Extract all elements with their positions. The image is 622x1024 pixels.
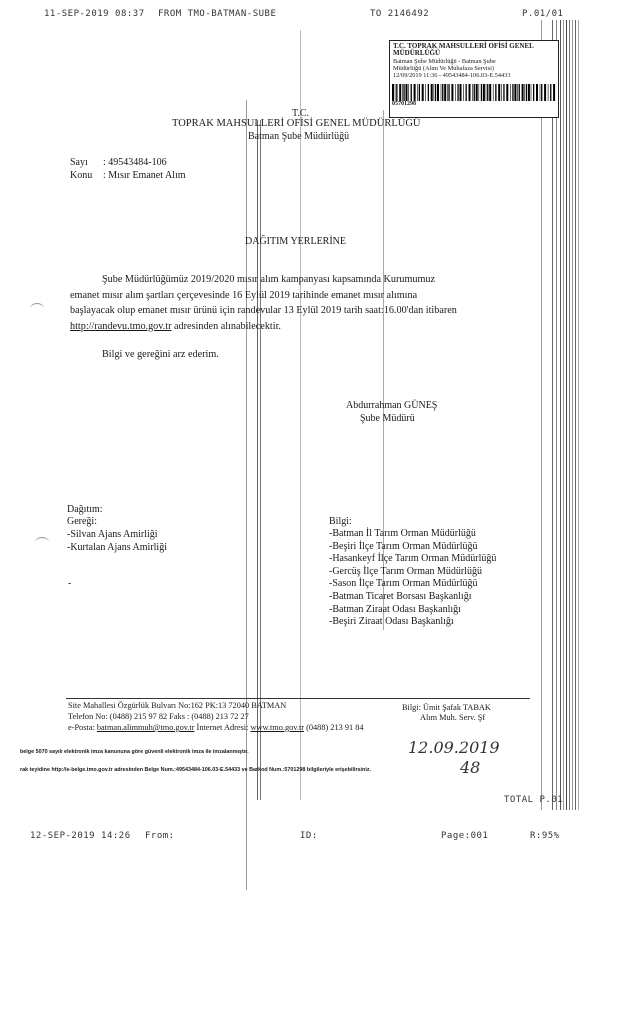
footer-address: Site Mahallesi Özgürlük Bulvarı No:162 PK:13 72040 BATMAN (68, 701, 287, 710)
closing-text: Bilgi ve gereğini arz ederim. (102, 349, 219, 360)
stamp-line: Müdürlüğü (Alım Ve Muhafaza Servisi) (393, 64, 494, 72)
fax-datetime: 11-SEP-2019 08:37 (44, 9, 145, 19)
dagitim-label: Dağıtım: (67, 504, 103, 515)
randevu-link[interactable]: http://randevu.tmo.gov.tr (70, 320, 172, 332)
stamp-line: T.C. TOPRAK MAHSULLERİ OFİSİ GENEL (393, 42, 534, 50)
letterhead-branch: Batman Şube Müdürlüğü (248, 131, 350, 142)
scan-line (556, 20, 557, 810)
stamp-line: Batman Şube Müdürlüğü - Batman Şube (393, 57, 496, 65)
body-line: adresinden alınabilecektir. (171, 320, 281, 332)
list-item: -Sason İlçe Tarım Orman Müdürlüğü (329, 578, 478, 590)
email-label: e-Posta: (68, 723, 97, 732)
list-item: -Gercüş İlçe Tarım Orman Müdürlüğü (329, 565, 482, 577)
punch-hole-mark (30, 303, 44, 314)
list-item: -Beşiri İlçe Tarım Orman Müdürlüğü (329, 540, 478, 552)
scan-line (572, 20, 573, 810)
body-line: Şube Müdürlüğümüz 2019/2020 mısır alım kampanyası kapsamında Kurumumuz (102, 274, 436, 285)
footer-contact (68, 723, 364, 732)
konu-label: Konu (70, 170, 93, 181)
scan-line (300, 30, 301, 800)
signer-title: Şube Müdürü (360, 413, 415, 424)
scan-line (552, 20, 553, 810)
scan-line (566, 20, 567, 810)
fax-received-datetime: 12-SEP-2019 14:26 (30, 831, 131, 841)
sayi-label: Sayı (70, 157, 88, 168)
handwritten-number: 48 (460, 758, 481, 777)
scan-line (569, 20, 570, 810)
geregi-list (67, 528, 167, 554)
fax-received-page: Page:001 (441, 831, 489, 841)
sayi-value: : 49543484-106 (103, 157, 167, 168)
scan-line (578, 20, 579, 810)
distribution-heading: DAĞITIM YERLERİNE (245, 236, 347, 247)
verify-note: rak teyidine http://e-belge.tmo.gov.tr adresinden Belge Num.:49543484-106.03-E.54433 ve Barkod Num.:5701298 bilgileriyle erişebilirsiniz. (20, 767, 372, 773)
fax-received-id: ID: (300, 831, 318, 841)
letterhead-org: TOPRAK MAHSULLERİ OFİSİ GENEL MÜDÜRLÜĞÜ (172, 118, 421, 129)
list-item: -Hasankeyf İlçe Tarım Orman Müdürlüğü (329, 553, 497, 565)
bilgi-label: Bilgi: (329, 516, 352, 527)
footer-divider (66, 698, 530, 699)
fax-received-ratio: R:95% (530, 831, 560, 841)
fax-total: TOTAL P.01 (504, 795, 564, 805)
handwritten-date: 12.09.2019 (408, 738, 500, 757)
internet-label: İnternet Adresi: (194, 723, 251, 732)
scan-line (560, 20, 561, 810)
scan-line (575, 20, 576, 810)
stamp-line: 12/09/2019 11:36 - 49543484-106.03-E.54433 (393, 72, 511, 80)
internet-link[interactable]: www.tmo.gov.tr (250, 723, 305, 732)
list-item: -Batman Ticaret Borsası Başkanlığı (329, 590, 472, 602)
bilgi-list (329, 528, 496, 629)
list-item: -Beşiri Ziraat Odası Başkanlığı (329, 616, 454, 628)
signer-name: Abdurrahman GÜNEŞ (346, 400, 438, 411)
esign-note: belge 5070 sayılı elektronik imza kanununa göre güvenli elektronik imza ile imzalanmıştır. (20, 749, 249, 755)
fax-from: FROM TMO-BATMAN-SUBE (158, 9, 277, 19)
konu-value: : Mısır Emanet Alım (103, 170, 186, 181)
fax-to: TO 2146492 (370, 9, 430, 19)
geregi-label: Gereği: (67, 516, 97, 527)
footer-info-name: Bilgi: Ümit Şafak TABAK (402, 703, 491, 712)
barcode-number: 05701298 (392, 101, 416, 107)
stamp-line: MÜDÜRLÜĞÜ (393, 49, 441, 58)
fax-page-number: P.01/01 (522, 9, 564, 19)
email-link[interactable]: batman.alimmuh@tmo.gov.tr (96, 723, 195, 732)
letterhead-tc: T.C. (292, 108, 310, 119)
punch-hole-mark (35, 537, 49, 548)
dash-mark: - (68, 578, 72, 589)
body-line: başlayacak olup emanet mısır ürünü için randevular 13 Eylül 2019 tarih saat:16.00'dan itibaren (70, 305, 457, 316)
list-item: -Kurtalan Ajans Amirliği (67, 542, 167, 553)
internet-phone: (0488) 213 91 84 (304, 723, 364, 732)
body-paragraph (70, 272, 495, 334)
fax-received-from: From: (145, 831, 175, 841)
body-line: emanet mısır alım şartları çerçevesinde 16 Eylül 2019 tarihinde emanet mısır alımına (70, 289, 418, 301)
list-item: -Batman İl Tarım Orman Müdürlüğü (329, 528, 476, 539)
list-item: -Silvan Ajans Amirliği (67, 529, 158, 540)
scan-line (563, 20, 564, 810)
list-item: -Batman Ziraat Odası Başkanlığı (329, 603, 461, 615)
barcode-icon (392, 84, 556, 101)
footer-phone: Telefon No: (0488) 215 97 82 Faks : (0488) 213 72 27 (68, 712, 249, 721)
scan-line (541, 20, 542, 810)
footer-info-title: Alım Muh. Serv. Şf (420, 713, 486, 722)
